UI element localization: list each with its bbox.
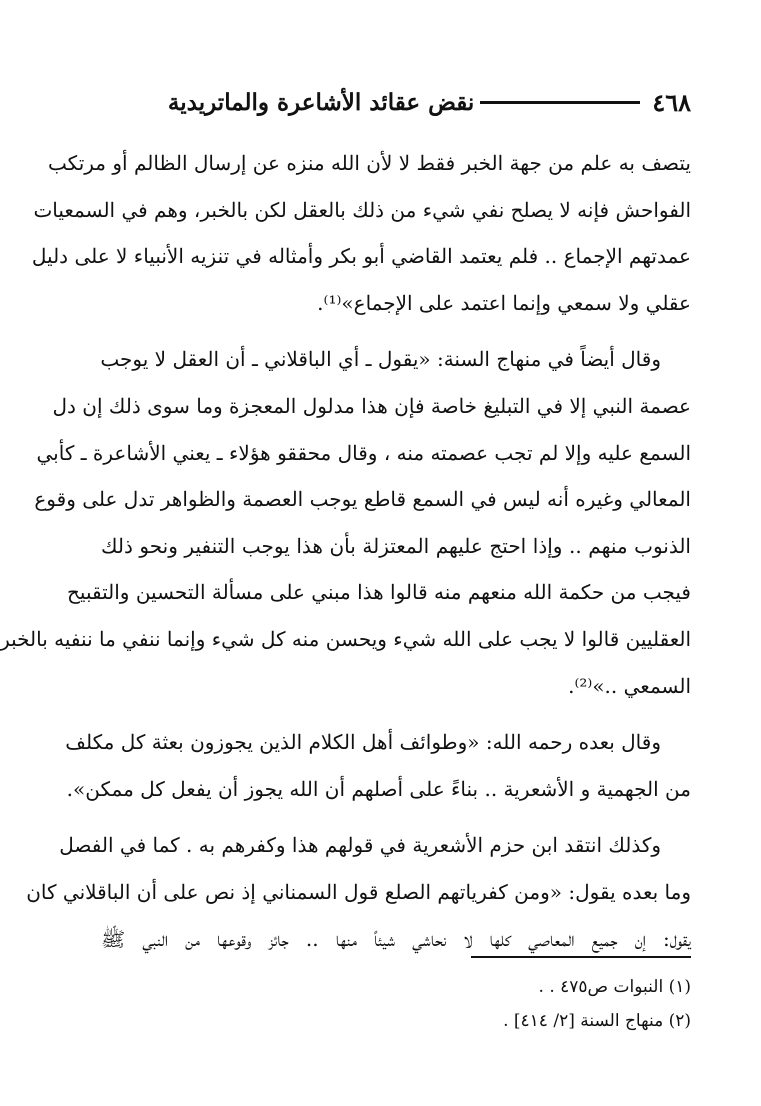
- text-line: يتصف به علم من جهة الخبر فقط لا لأن الله منزه عن إرسال الظالم أو مرتكب: [48, 151, 691, 175]
- paragraph-gap: [101, 812, 691, 822]
- paragraph-3: [65, 719, 691, 812]
- text-line: الذنوب منهم .. وإذا احتج عليهم المعتزلة بأن هذا يوجب التنفير ونحو ذلك: [101, 533, 691, 558]
- paragraph-gap: [101, 709, 691, 719]
- text-line: وقال أيضاً في منهاج السنة: «يقول ـ أي الباقلاني ـ أن العقل لا يوجب: [100, 347, 661, 372]
- paragraph-1: [31, 140, 691, 326]
- text-line: عقلي ولا سمعي وإنما اعتمد على الإجماع»⁽¹⁾.: [317, 290, 691, 315]
- text-line: وكذلك انتقد ابن حزم الأشعرية في قولهم هذا وكفرهم به . كما في الفصل: [59, 833, 661, 858]
- paragraph-2: [0, 336, 691, 709]
- text-line: وما بعده يقول: «ومن كفرياتهم الصلع قول السمناني إذ نص على أن الباقلاني كان: [26, 879, 691, 904]
- text-line: يقول: إن جميع المعاصي كلها لا نحاشي شيئاً منها .. جائز وقوعها من النبي ﷺ: [101, 926, 691, 951]
- footnote-separator: [471, 956, 691, 958]
- text-line: عمدتهم الإجماع .. فلم يعتمد القاضي أبو بكر وأمثاله في تنزيه الأنبياء لا على دليل: [31, 244, 691, 269]
- paragraph-gap: [101, 326, 691, 336]
- text-line: وقال بعده رحمه الله: «وطوائف أهل الكلام الذين يجوزون بعثة كل مكلف: [65, 730, 661, 755]
- footnote-2: (٢) منهاج السنة [٢/ ٤١٤] .: [503, 1011, 691, 1031]
- footnotes: [101, 970, 691, 1038]
- running-title: نقض عقائد الأشاعرة والماتريدية: [167, 88, 475, 116]
- body-text: [0, 140, 691, 962]
- text-line: العقليين قالوا لا يجب على الله شيء ويحسن منه كل شيء وإنما ننفي ما ننفيه بالخبر: [0, 626, 691, 651]
- text-line: من الجهمية و الأشعرية .. بناءً على أصلهم أن الله يجوز أن يفعل كل ممكن».: [66, 776, 691, 801]
- header-rule: [480, 101, 640, 104]
- text-line: السمع عليه وإلا لم تجب عصمته منه ، وقال محققو هؤلاء ـ يعني الأشاعرة ـ كأبي: [36, 440, 691, 465]
- page-header: [101, 82, 691, 122]
- text-line: فيجب من حكمة الله منعهم منه قالوا هذا مبني على مسألة التحسين والتقبيح: [67, 580, 691, 605]
- paragraph-4: [26, 822, 691, 962]
- text-line: المعالي وغيره أنه ليس في السمع قاطع يوجب العصمة والظواهر تدل على وقوع: [34, 487, 691, 512]
- text-line: الفواحش فإنه لا يصلح نفي شيء من ذلك بالعقل لكن بالخبر، وهم في السمعيات: [33, 197, 691, 222]
- text-line: عصمة النبي إلا في التبليغ خاصة فإن هذا مدلول المعجزة وما سوى ذلك إن دل: [52, 393, 691, 418]
- footnote-1: (١) النبوات ص٤٧٥ . .: [538, 977, 691, 997]
- text-line: السمعي ..»⁽²⁾.: [568, 673, 691, 698]
- page-number: ٤٦٨: [652, 87, 691, 117]
